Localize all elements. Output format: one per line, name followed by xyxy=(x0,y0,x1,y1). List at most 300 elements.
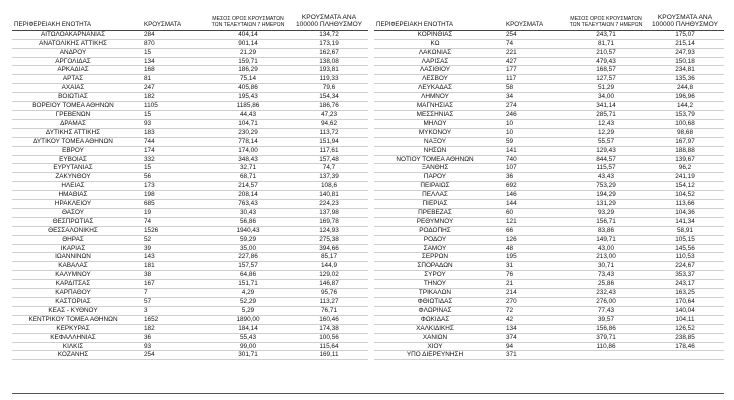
region-name-cell: ΘΕΣΠΡΩΤΙΑΣ xyxy=(12,217,134,226)
table-header-row xyxy=(12,14,368,30)
avg-7day-cell: 232,43 xyxy=(566,289,646,298)
region-name-cell: ΧΑΝΙΩΝ xyxy=(374,333,496,342)
avg-7day-cell: 186,29 xyxy=(206,66,290,75)
table-row xyxy=(12,173,368,182)
per-100k-cell: 150,18 xyxy=(646,57,724,66)
region-name-cell: ΝΟΤΙΟΥ ΤΟΜΕΑ ΑΘΗΝΩΝ xyxy=(374,155,496,164)
bottom-divider xyxy=(12,393,724,394)
region-name-cell: ΑΡΓΟΛΙΔΑΣ xyxy=(12,57,134,66)
avg-7day-cell: 12,43 xyxy=(566,119,646,128)
table-row xyxy=(12,271,368,280)
region-name-cell: ΑΝΔΡΟΥ xyxy=(12,48,134,57)
per-100k-cell: 175,07 xyxy=(646,30,724,39)
table-row xyxy=(12,244,368,253)
avg-7day-cell: 156,86 xyxy=(566,324,646,333)
avg-7day-cell: 301,71 xyxy=(206,351,290,360)
table-row xyxy=(12,306,368,315)
avg-7day-cell: 55,57 xyxy=(566,137,646,146)
table-row xyxy=(374,128,724,137)
cases-cell: 56 xyxy=(134,173,206,182)
avg-7day-cell: 30,43 xyxy=(206,208,290,217)
avg-7day-cell: 43,43 xyxy=(566,173,646,182)
avg-7day-cell: 131,29 xyxy=(566,200,646,209)
region-name-cell: ΣΑΜΟΥ xyxy=(374,244,496,253)
cases-cell: 254 xyxy=(496,30,566,39)
table-row xyxy=(12,164,368,173)
region-name-cell: ΞΑΝΘΗΣ xyxy=(374,164,496,173)
avg-7day-cell: 156,71 xyxy=(566,217,646,226)
avg-7day-cell: 5,29 xyxy=(206,306,290,315)
avg-7day-cell: 51,29 xyxy=(566,84,646,93)
avg-7day-cell: 901,14 xyxy=(206,39,290,48)
table-row xyxy=(374,306,724,315)
table-row xyxy=(374,235,724,244)
per-100k-cell: 186,76 xyxy=(290,102,368,111)
table-row xyxy=(12,39,368,48)
avg-7day-cell: 763,43 xyxy=(206,200,290,209)
per-100k-cell: 153,79 xyxy=(646,110,724,119)
avg-7day-cell: 35,00 xyxy=(206,244,290,253)
table-row xyxy=(374,271,724,280)
cases-cell: 57 xyxy=(134,298,206,307)
header-cases-per-100k: ΚΡΟΥΣΜΑΤΑ ΑΝΑ 100000 ΠΛΗΘΥΣΜΟΥ xyxy=(290,14,368,30)
per-100k-cell: 163,25 xyxy=(646,289,724,298)
cases-cell: 10 xyxy=(496,119,566,128)
per-100k-cell: 104,11 xyxy=(646,315,724,324)
avg-7day-cell: 21,29 xyxy=(206,48,290,57)
avg-7day-cell: 1940,43 xyxy=(206,226,290,235)
table-row xyxy=(374,137,724,146)
table-row xyxy=(12,137,368,146)
cases-cell: 246 xyxy=(496,110,566,119)
per-100k-cell: 76,71 xyxy=(290,306,368,315)
cases-cell: 36 xyxy=(496,173,566,182)
per-100k-cell: 234,81 xyxy=(646,66,724,75)
per-100k-cell: 110,53 xyxy=(646,253,724,262)
region-name-cell: ΛΗΜΝΟΥ xyxy=(374,93,496,102)
table-row xyxy=(12,351,368,360)
per-100k-cell: 170,64 xyxy=(646,298,724,307)
avg-7day-cell: 12,29 xyxy=(566,128,646,137)
cases-cell: 15 xyxy=(134,110,206,119)
table-row xyxy=(374,226,724,235)
cases-cell: 66 xyxy=(496,226,566,235)
cases-cell: 42 xyxy=(496,315,566,324)
cases-cell: 141 xyxy=(496,146,566,155)
region-name-cell: ΡΟΔΟΥ xyxy=(374,235,496,244)
table-row xyxy=(374,84,724,93)
cases-cell: 117 xyxy=(496,75,566,84)
cases-cell: 31 xyxy=(496,262,566,271)
table-row xyxy=(374,173,724,182)
cases-cell: 59 xyxy=(496,137,566,146)
region-name-cell: ΜΥΚΟΝΟΥ xyxy=(374,128,496,137)
region-name-cell: ΣΥΡΟΥ xyxy=(374,271,496,280)
region-name-cell: ΘΗΡΑΣ xyxy=(12,235,134,244)
cases-cell: 74 xyxy=(496,39,566,48)
per-100k-cell: 85,17 xyxy=(290,253,368,262)
cases-cell: 58 xyxy=(496,84,566,93)
per-100k-cell: 100,56 xyxy=(290,333,368,342)
per-100k-cell: 394,66 xyxy=(290,244,368,253)
per-100k-cell: 178,46 xyxy=(646,342,724,351)
per-100k-cell: 151,94 xyxy=(290,137,368,146)
avg-7day-cell: 149,71 xyxy=(566,235,646,244)
per-100k-cell: 115,64 xyxy=(290,342,368,351)
per-100k-cell: 174,38 xyxy=(290,324,368,333)
per-100k-cell: 146,87 xyxy=(290,280,368,289)
avg-7day-cell: 348,43 xyxy=(206,155,290,164)
avg-7day-cell: 379,71 xyxy=(566,333,646,342)
avg-7day-cell: 81,71 xyxy=(566,39,646,48)
table-row xyxy=(12,191,368,200)
per-100k-cell: 126,52 xyxy=(646,324,724,333)
region-name-cell: ΜΕΣΣΗΝΙΑΣ xyxy=(374,110,496,119)
table-row xyxy=(374,119,724,128)
table-row xyxy=(374,75,724,84)
cases-cell: 10 xyxy=(496,128,566,137)
region-name-cell: ΠΕΛΛΑΣ xyxy=(374,191,496,200)
table-row xyxy=(374,93,724,102)
cases-cell: 167 xyxy=(134,280,206,289)
region-name-cell: ΚΕΝΤΡΙΚΟΥ ΤΟΜΕΑ ΑΘΗΝΩΝ xyxy=(12,315,134,324)
cases-table-left xyxy=(12,14,368,360)
cases-cell: 174 xyxy=(134,146,206,155)
avg-7day-cell: 73,43 xyxy=(566,271,646,280)
table-row xyxy=(374,298,724,307)
region-name-cell: ΚΑΒΑΛΑΣ xyxy=(12,262,134,271)
avg-7day-cell: 77,43 xyxy=(566,306,646,315)
region-name-cell: ΦΘΙΩΤΙΔΑΣ xyxy=(374,298,496,307)
cases-cell: 685 xyxy=(134,200,206,209)
per-100k-cell: 188,88 xyxy=(646,146,724,155)
table-row xyxy=(374,253,724,262)
region-name-cell: ΑΡΤΑΣ xyxy=(12,75,134,84)
header-cases-per-100k: ΚΡΟΥΣΜΑΤΑ ΑΝΑ 100000 ΠΛΗΘΥΣΜΟΥ xyxy=(646,14,724,30)
table-row xyxy=(374,208,724,217)
cases-cell: 168 xyxy=(134,66,206,75)
table-row xyxy=(12,102,368,111)
per-100k-cell: 244,8 xyxy=(646,84,724,93)
table-header-row xyxy=(374,14,724,30)
cases-cell: 134 xyxy=(496,324,566,333)
header-7day-average: ΜΕΣΟΣ ΟΡΟΣ ΚΡΟΥΣΜΑΤΩΝ ΤΩΝ ΤΕΛΕΥΤΑΙΩΝ 7 ΗΜΕΡΩΝ xyxy=(206,14,290,30)
header-cases: ΚΡΟΥΣΜΑΤΑ xyxy=(134,14,206,30)
region-name-cell: ΔΥΤΙΚΟΥ ΤΟΜΕΑ ΑΘΗΝΩΝ xyxy=(12,137,134,146)
table-row xyxy=(12,333,368,342)
cases-cell: 427 xyxy=(496,57,566,66)
per-100k-cell: 47,23 xyxy=(290,110,368,119)
table-row xyxy=(12,155,368,164)
cases-cell: 15 xyxy=(134,48,206,57)
table-row xyxy=(374,289,724,298)
avg-7day-cell: 405,86 xyxy=(206,84,290,93)
cases-cell: 93 xyxy=(134,119,206,128)
region-name-cell: ΛΕΣΒΟΥ xyxy=(374,75,496,84)
table-body-right xyxy=(374,30,724,360)
table-row xyxy=(374,48,724,57)
avg-7day-cell: 83,86 xyxy=(566,226,646,235)
cases-cell: 74 xyxy=(134,217,206,226)
cases-cell: 7 xyxy=(134,289,206,298)
per-100k-cell: 162,67 xyxy=(290,48,368,57)
cases-cell: 740 xyxy=(496,155,566,164)
cases-table-right xyxy=(374,14,724,360)
avg-7day-cell: 753,29 xyxy=(566,182,646,191)
avg-7day-cell: 404,14 xyxy=(206,30,290,39)
per-100k-cell: 100,68 xyxy=(646,119,724,128)
header-region: ΠΕΡΙΦΕΡΕΙΑΚΗ ΕΝΟΤΗΤΑ xyxy=(12,14,134,30)
cases-cell: 52 xyxy=(134,235,206,244)
cases-cell: 1526 xyxy=(134,226,206,235)
per-100k-cell: 113,72 xyxy=(290,128,368,137)
avg-7day-cell: 157,57 xyxy=(206,262,290,271)
region-name-cell: ΑΙΤΩΛΟΑΚΑΡΝΑΝΙΑΣ xyxy=(12,30,134,39)
cases-cell: 39 xyxy=(134,244,206,253)
avg-7day-cell: 30,71 xyxy=(566,262,646,271)
per-100k-cell: 138,08 xyxy=(290,57,368,66)
cases-cell: 36 xyxy=(134,333,206,342)
table-row xyxy=(374,342,724,351)
per-100k-cell: 154,34 xyxy=(290,93,368,102)
per-100k-cell: 275,38 xyxy=(290,235,368,244)
table-row xyxy=(12,315,368,324)
cases-cell: 182 xyxy=(134,324,206,333)
avg-7day-cell: 127,57 xyxy=(566,75,646,84)
tables-container xyxy=(12,14,724,360)
region-name-cell: ΛΑΡΙΣΑΣ xyxy=(374,57,496,66)
region-name-cell: ΔΥΤΙΚΗΣ ΑΤΤΙΚΗΣ xyxy=(12,128,134,137)
per-100k-cell: 134,72 xyxy=(290,30,368,39)
per-100k-cell: 160,46 xyxy=(290,315,368,324)
cases-cell: 38 xyxy=(134,271,206,280)
region-name-cell: ΚΩ xyxy=(374,39,496,48)
region-name-cell: ΚΕΡΚΥΡΑΣ xyxy=(12,324,134,333)
avg-7day-cell: 168,57 xyxy=(566,66,646,75)
cases-cell: 181 xyxy=(134,262,206,271)
per-100k-cell: 140,04 xyxy=(646,306,724,315)
cases-cell: 195 xyxy=(496,253,566,262)
region-name-cell: ΕΒΡΟΥ xyxy=(12,146,134,155)
per-100k-cell: 193,81 xyxy=(290,66,368,75)
avg-7day-cell: 44,43 xyxy=(206,110,290,119)
per-100k-cell: 169,78 xyxy=(290,217,368,226)
region-name-cell: ΦΩΚΙΔΑΣ xyxy=(374,315,496,324)
table-row xyxy=(374,164,724,173)
avg-7day-cell: 194,29 xyxy=(566,191,646,200)
region-name-cell: ΕΥΒΟΙΑΣ xyxy=(12,155,134,164)
cases-cell: 374 xyxy=(496,333,566,342)
region-name-cell: ΚΕΦΑΛΛΗΝΙΑΣ xyxy=(12,333,134,342)
table-row xyxy=(374,351,724,360)
cases-cell: 94 xyxy=(496,342,566,351)
per-100k-cell: 95,76 xyxy=(290,289,368,298)
avg-7day-cell: 115,57 xyxy=(566,164,646,173)
avg-7day-cell: 210,57 xyxy=(566,48,646,57)
per-100k-cell: 224,67 xyxy=(646,262,724,271)
per-100k-cell xyxy=(646,351,724,360)
table-row xyxy=(12,200,368,209)
cases-cell: 48 xyxy=(496,244,566,253)
per-100k-cell: 79,6 xyxy=(290,84,368,93)
region-name-cell: ΜΗΛΟΥ xyxy=(374,119,496,128)
per-100k-cell: 144,2 xyxy=(646,102,724,111)
cases-cell: 81 xyxy=(134,75,206,84)
avg-7day-cell: 159,71 xyxy=(206,57,290,66)
region-name-cell: ΝΗΣΩΝ xyxy=(374,146,496,155)
cases-cell: 274 xyxy=(496,102,566,111)
table-row xyxy=(374,146,724,155)
table-row xyxy=(374,217,724,226)
avg-7day-cell: 341,14 xyxy=(566,102,646,111)
per-100k-cell: 141,34 xyxy=(646,217,724,226)
region-name-cell: ΤΗΝΟΥ xyxy=(374,280,496,289)
avg-7day-cell: 1185,86 xyxy=(206,102,290,111)
avg-7day-cell: 56,86 xyxy=(206,217,290,226)
table-row xyxy=(374,324,724,333)
avg-7day-cell: 68,71 xyxy=(206,173,290,182)
per-100k-cell: 108,6 xyxy=(290,182,368,191)
table-row xyxy=(374,280,724,289)
table-row xyxy=(12,110,368,119)
cases-cell: 21 xyxy=(496,280,566,289)
cases-cell: 254 xyxy=(134,351,206,360)
cases-cell: 182 xyxy=(134,93,206,102)
region-name-cell: ΤΡΙΚΑΛΩΝ xyxy=(374,289,496,298)
per-100k-cell: 98,68 xyxy=(646,128,724,137)
per-100k-cell: 157,48 xyxy=(290,155,368,164)
region-name-cell: ΘΑΣΟΥ xyxy=(12,208,134,217)
region-name-cell: ΚΑΛΥΜΝΟΥ xyxy=(12,271,134,280)
region-name-cell: ΖΑΚΥΝΘΟΥ xyxy=(12,173,134,182)
per-100k-cell: 113,27 xyxy=(290,298,368,307)
region-name-cell: ΡΟΔΟΠΗΣ xyxy=(374,226,496,235)
per-100k-cell: 215,14 xyxy=(646,39,724,48)
per-100k-cell: 105,15 xyxy=(646,235,724,244)
avg-7day-cell: 59,29 xyxy=(206,235,290,244)
region-name-cell: ΠΑΡΟΥ xyxy=(374,173,496,182)
avg-7day-cell: 844,57 xyxy=(566,155,646,164)
cases-cell: 284 xyxy=(134,30,206,39)
header-7day-average: ΜΕΣΟΣ ΟΡΟΣ ΚΡΟΥΣΜΑΤΩΝ ΤΩΝ ΤΕΛΕΥΤΑΙΩΝ 7 ΗΜΕΡΩΝ xyxy=(566,14,646,30)
region-name-cell: ΚΕΑΣ - ΚΥΘΝΟΥ xyxy=(12,306,134,315)
table-row xyxy=(12,66,368,75)
per-100k-cell: 104,52 xyxy=(646,191,724,200)
avg-7day-cell: 4,29 xyxy=(206,289,290,298)
table-row xyxy=(12,57,368,66)
region-name-cell: ΓΡΕΒΕΝΩΝ xyxy=(12,110,134,119)
region-name-cell: ΣΠΟΡΑΔΩΝ xyxy=(374,262,496,271)
table-body-left xyxy=(12,30,368,360)
region-name-cell: ΡΕΘΥΜΝΟΥ xyxy=(374,217,496,226)
per-100k-cell: 145,56 xyxy=(646,244,724,253)
avg-7day-cell: 208,14 xyxy=(206,191,290,200)
avg-7day-cell: 184,14 xyxy=(206,324,290,333)
per-100k-cell: 169,11 xyxy=(290,351,368,360)
avg-7day-cell: 227,86 xyxy=(206,253,290,262)
table-row xyxy=(374,262,724,271)
region-name-cell: ΗΛΕΙΑΣ xyxy=(12,182,134,191)
avg-7day-cell: 34,00 xyxy=(566,93,646,102)
cases-cell: 870 xyxy=(134,39,206,48)
region-name-cell: ΚΑΣΤΟΡΙΑΣ xyxy=(12,298,134,307)
cases-cell: 332 xyxy=(134,155,206,164)
table-row xyxy=(12,208,368,217)
per-100k-cell: 196,96 xyxy=(646,93,724,102)
region-name-cell: ΧΙΟΥ xyxy=(374,342,496,351)
avg-7day-cell: 93,29 xyxy=(566,208,646,217)
table-row xyxy=(12,119,368,128)
table-row xyxy=(374,200,724,209)
table-row xyxy=(374,30,724,39)
avg-7day-cell: 213,00 xyxy=(566,253,646,262)
avg-7day-cell: 243,71 xyxy=(566,30,646,39)
per-100k-cell: 241,19 xyxy=(646,173,724,182)
per-100k-cell: 96,2 xyxy=(646,164,724,173)
avg-7day-cell: 64,86 xyxy=(206,271,290,280)
region-name-cell: ΛΕΥΚΑΔΑΣ xyxy=(374,84,496,93)
region-name-cell: ΥΠΟ ΔΙΕΡΕΥΝΗΣΗ xyxy=(374,351,496,360)
region-name-cell: ΗΡΑΚΛΕΙΟΥ xyxy=(12,200,134,209)
avg-7day-cell: 99,00 xyxy=(206,342,290,351)
region-name-cell: ΧΑΛΚΙΔΙΚΗΣ xyxy=(374,324,496,333)
cases-cell: 15 xyxy=(134,164,206,173)
cases-cell: 183 xyxy=(134,128,206,137)
per-100k-cell: 129,02 xyxy=(290,271,368,280)
per-100k-cell: 137,39 xyxy=(290,173,368,182)
avg-7day-cell xyxy=(566,351,646,360)
cases-cell: 221 xyxy=(496,48,566,57)
avg-7day-cell: 110,86 xyxy=(566,342,646,351)
region-name-cell: ΝΑΞΟΥ xyxy=(374,137,496,146)
avg-7day-cell: 276,00 xyxy=(566,298,646,307)
region-name-cell: ΙΚΑΡΙΑΣ xyxy=(12,244,134,253)
per-100k-cell: 137,98 xyxy=(290,208,368,217)
table-row xyxy=(374,244,724,253)
avg-7day-cell: 479,43 xyxy=(566,57,646,66)
avg-7day-cell: 285,71 xyxy=(566,110,646,119)
cases-cell: 371 xyxy=(496,351,566,360)
cases-cell: 121 xyxy=(496,217,566,226)
region-name-cell: ΔΡΑΜΑΣ xyxy=(12,119,134,128)
table-row xyxy=(12,128,368,137)
per-100k-cell: 224,23 xyxy=(290,200,368,209)
region-name-cell: ΚΙΛΚΙΣ xyxy=(12,342,134,351)
table-row xyxy=(374,333,724,342)
region-name-cell: ΚΟΖΑΝΗΣ xyxy=(12,351,134,360)
cases-cell: 72 xyxy=(496,306,566,315)
table-row xyxy=(374,315,724,324)
avg-7day-cell: 174,00 xyxy=(206,146,290,155)
table-row xyxy=(12,324,368,333)
region-name-cell: ΚΑΡΔΙΤΣΑΣ xyxy=(12,280,134,289)
region-name-cell: ΑΡΚΑΔΙΑΣ xyxy=(12,66,134,75)
cases-cell: 143 xyxy=(134,253,206,262)
cases-cell: 34 xyxy=(496,93,566,102)
per-100k-cell: 135,36 xyxy=(646,75,724,84)
table-row xyxy=(374,155,724,164)
avg-7day-cell: 778,14 xyxy=(206,137,290,146)
per-100k-cell: 238,85 xyxy=(646,333,724,342)
header-region: ΠΕΡΙΦΕΡΕΙΑΚΗ ΕΝΟΤΗΤΑ xyxy=(374,14,496,30)
header-cases: ΚΡΟΥΣΜΑΤΑ xyxy=(496,14,566,30)
region-name-cell: ΘΕΣΣΑΛΟΝΙΚΗΣ xyxy=(12,226,134,235)
per-100k-cell: 94,62 xyxy=(290,119,368,128)
per-100k-cell: 104,36 xyxy=(646,208,724,217)
table-row xyxy=(374,39,724,48)
table-row xyxy=(12,75,368,84)
table-row xyxy=(12,93,368,102)
